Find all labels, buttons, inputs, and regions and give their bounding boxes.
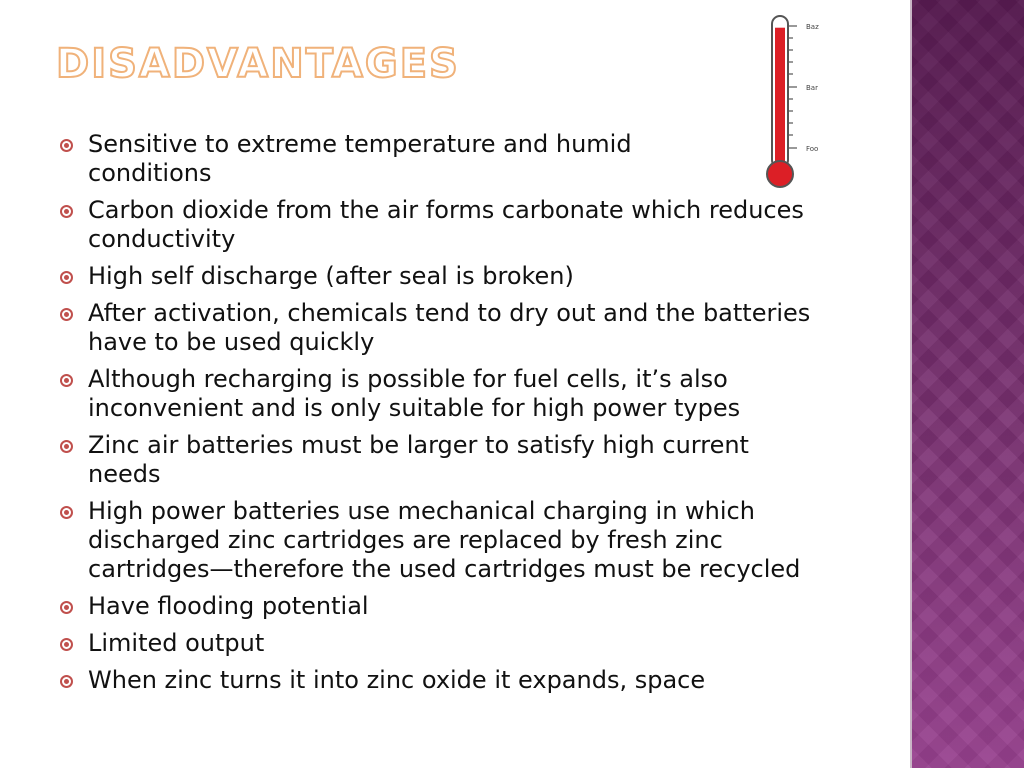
- circle-dot-bullet-icon: [60, 139, 73, 152]
- list-item: [60, 196, 860, 254]
- bullet-text: Zinc air batteries must be larger to satisfy high current needs: [88, 431, 749, 488]
- bullet-text: High power batteries use mechanical charging in which discharged zinc cartridges are replaced by fresh zinc cartridges—therefore the used cartridges must be recycled: [88, 497, 801, 583]
- list-item: [60, 262, 860, 291]
- list-item: [60, 431, 860, 489]
- circle-dot-bullet-icon: [60, 506, 73, 519]
- list-item: [60, 629, 860, 658]
- bullet-text: Sensitive to extreme temperature and humid conditions: [88, 130, 632, 187]
- list-item: [60, 130, 860, 188]
- circle-dot-bullet-icon: [60, 308, 73, 321]
- bullet-text: Limited output: [88, 629, 265, 657]
- list-item: [60, 365, 860, 423]
- circle-dot-bullet-icon: [60, 675, 73, 688]
- bullet-text: Although recharging is possible for fuel cells, it’s also inconvenient and is only suitable for high power types: [88, 365, 741, 422]
- circle-dot-bullet-icon: [60, 440, 73, 453]
- list-item: [60, 666, 860, 695]
- list-item: [60, 592, 860, 621]
- bullet-list: [60, 130, 860, 703]
- list-item: [60, 497, 860, 584]
- bullet-text: Carbon dioxide from the air forms carbonate which reduces conductivity: [88, 196, 804, 253]
- bullet-text: Have flooding potential: [88, 592, 369, 620]
- slide-title: DISADVANTAGES: [56, 41, 460, 87]
- bullet-text: After activation, chemicals tend to dry out and the batteries have to be used quickly: [88, 299, 811, 356]
- bullet-text: High self discharge (after seal is broken): [88, 262, 574, 290]
- circle-dot-bullet-icon: [60, 271, 73, 284]
- list-item: [60, 299, 860, 357]
- thermometer-label-middle: Bar: [806, 84, 818, 92]
- circle-dot-bullet-icon: [60, 374, 73, 387]
- thermometer-label-bottom: Foo: [806, 145, 819, 153]
- circle-dot-bullet-icon: [60, 638, 73, 651]
- bullet-text: When zinc turns it into zinc oxide it expands, space: [88, 666, 706, 694]
- thermometer-label-top: Baz: [806, 23, 819, 31]
- decorative-side-band: [912, 0, 1024, 768]
- circle-dot-bullet-icon: [60, 205, 73, 218]
- circle-dot-bullet-icon: [60, 601, 73, 614]
